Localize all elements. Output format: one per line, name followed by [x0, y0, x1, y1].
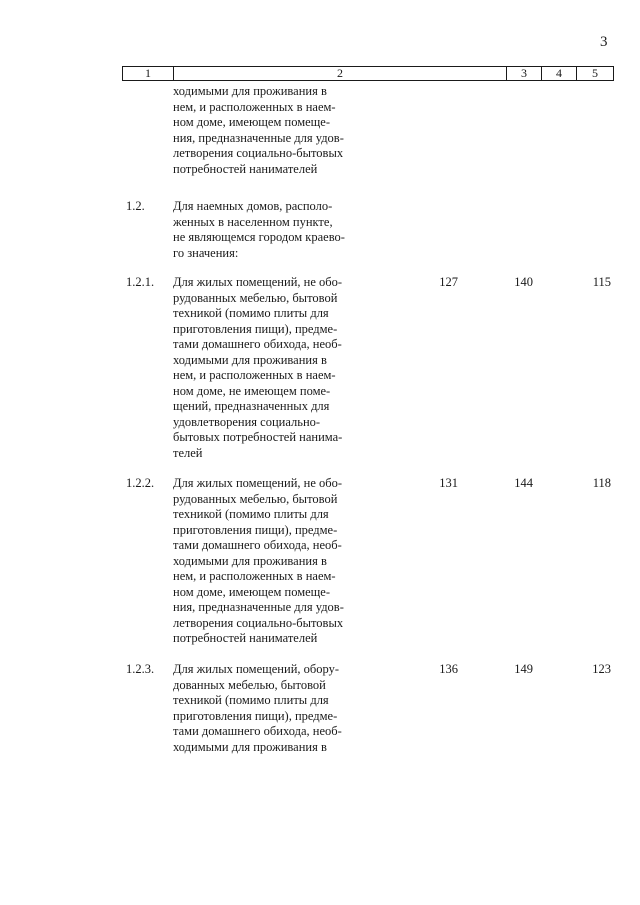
row-value-col-5: 115 [592, 275, 611, 289]
row-description: Для жилых помещений, обору- дованных мебелью, бытовой техникой (помимо плиты для приготовления пищи), предме- тами домашнего обихода, необ- ходимыми для проживания в [173, 662, 342, 754]
row-number: 1.2. [126, 199, 145, 213]
header-col-3: 3 [506, 67, 541, 80]
continuation-text: ходимыми для проживания в нем, и расположенных в наем- ном доме, имеющем помеще- ния, предназначенные для удов- летворения социально-бытовых потребностей нанимателей [173, 84, 344, 176]
row-number: 1.2.3. [126, 662, 155, 676]
row-value-col-5: 118 [592, 476, 611, 490]
row-number: 1.2.2. [126, 476, 155, 490]
row-value-col-5: 123 [592, 662, 611, 676]
row-value-col-3: 136 [439, 662, 458, 676]
header-col-1: 1 [145, 66, 151, 80]
row-value-col-4: 140 [514, 275, 533, 289]
header-col-4: 4 [541, 67, 576, 80]
row-description: Для наемных домов, располо- женных в населенном пункте, не являющемся городом краево- го значения: [173, 199, 345, 260]
table-header-row [122, 66, 614, 81]
row-description: Для жилых помещений, не обо- рудованных мебелью, бытовой техникой (помимо плиты для приготовления пищи), предме- тами домашнего обихода, необ- ходимыми для проживания в нем, и расположенных в наем- ном доме, имеющем помеще- ния, предназначенные для удов- летворения социально-бытовых потребностей нанимателей [173, 476, 344, 645]
header-col-5: 5 [576, 67, 613, 80]
row-number: 1.2.1. [126, 275, 155, 289]
row-value-col-3: 131 [439, 476, 458, 490]
row-description: Для жилых помещений, не обо- рудованных мебелью, бытовой техникой (помимо плиты для приготовления пищи), предме- тами домашнего обихода, необ- ходимыми для проживания в нем, и расположенных в наем- ном доме, не имеющем поме- щений, предназначенных для удовлетворения социально- бытовых потребностей нанима- телей [173, 275, 343, 460]
page-number: 3 [600, 34, 608, 50]
row-value-col-4: 144 [514, 476, 533, 490]
row-value-col-3: 127 [439, 275, 458, 289]
header-col-2: 2 [173, 67, 506, 80]
row-value-col-4: 149 [514, 662, 533, 676]
